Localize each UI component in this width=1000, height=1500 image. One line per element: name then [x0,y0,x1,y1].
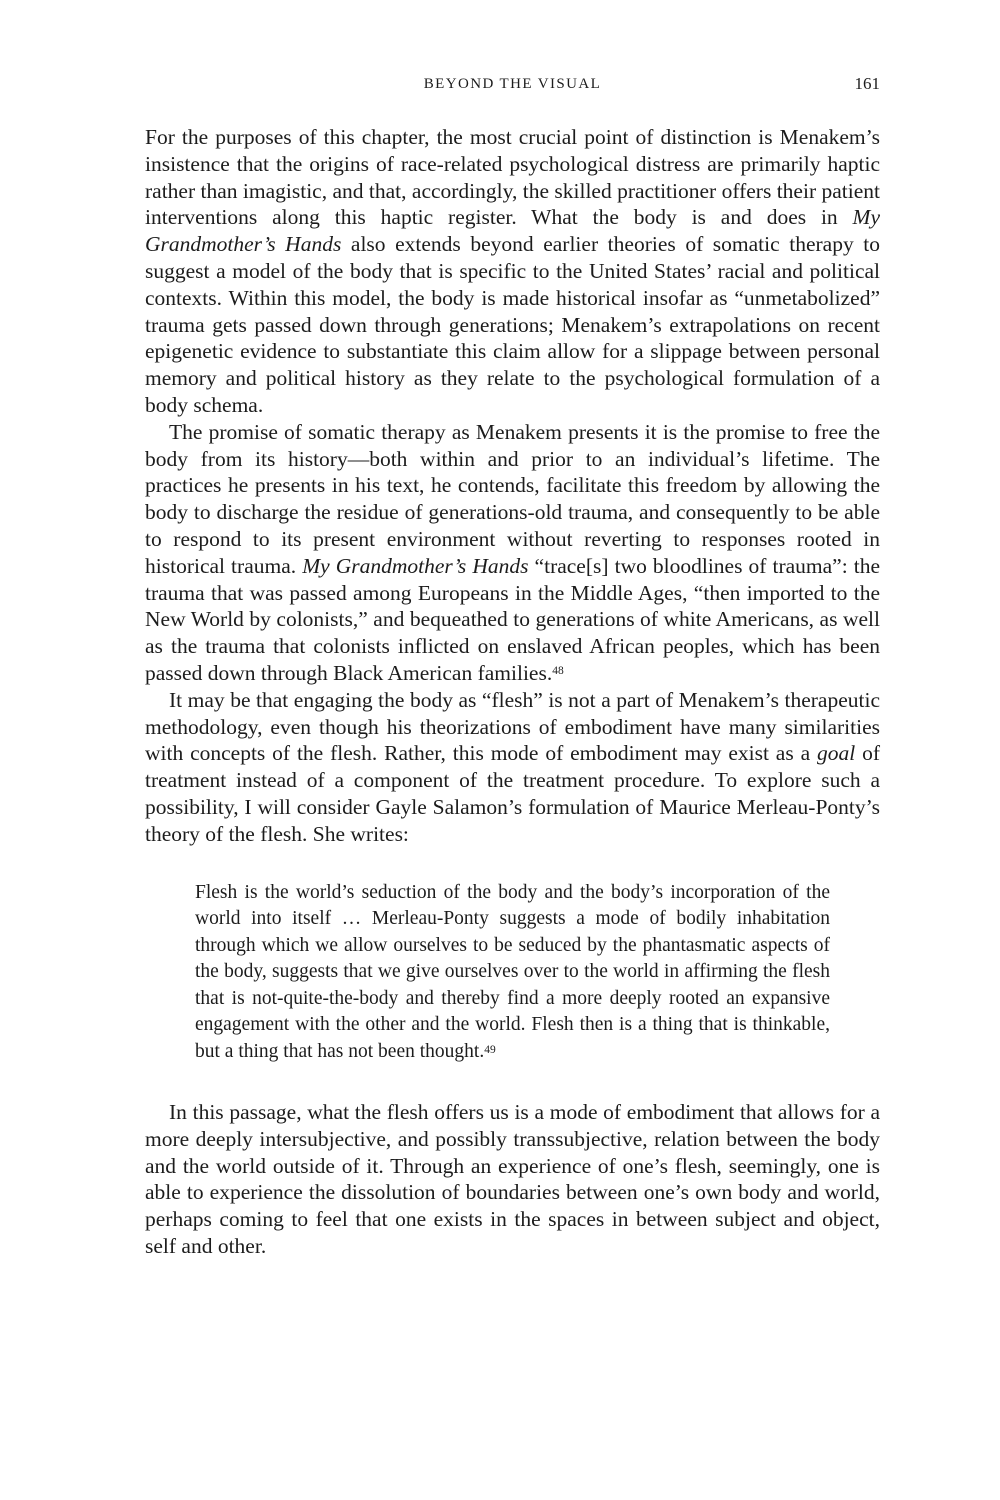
book-title-italic: My Grandmother’s Hands [145,205,880,257]
book-title-italic: My Grandmother’s Hands [302,553,529,578]
paragraph-2 [145,419,880,687]
paragraph-text: In this passage, what the flesh offers us is a mode of embodiment that allows for a more deeply intersubjective, and possibly transsubjective, relation between the body and the world outside of it. Through an experience of one’s flesh, seemingly, one is able to experience the dissolution of boundaries between one’s own body and world, perhaps coming to feel that one exists in the spaces in between subject and object, self and other. [145,1100,880,1258]
footnote-marker-48: 48 [552,664,564,677]
paragraph-text: The promise of somatic therapy as Menakem presents it is the promise to free the body from its history—both within and prior to an individual’s lifetime. The practices he presents in his text, he contends, facilitate this freedom by allowing the body to discharge the residue of generations-old trauma, and consequently to be able to respond to its present environment without reverting to responses rooted in historical trauma. [145,419,880,578]
paragraph-text: It may be that engaging the body as “flesh” is not a part of Menakem’s therapeutic methodology, even though his theorizations of embodiment have many similarities with concepts of the flesh. Rather, this mode of embodiment may exist as a [145,687,880,766]
footnote-marker-49: 49 [484,1043,496,1056]
closing-paragraph [145,1099,880,1260]
paragraph-1 [145,124,880,419]
paragraph-text: of treatment instead of a component of the treatment procedure. To explore such a possibility, I will consider Gayle Salamon’s formulation of Maurice Merleau-Ponty’s theory of the flesh. She writes: [145,741,880,846]
page-number: 161 [854,74,880,93]
paragraph-text: For the purposes of this chapter, the most crucial point of distinction is Menakem’s insistence that the origins of race-related psychological distress are primarily haptic rather than imagistic, and that, accordingly, the skilled practitioner offers their patient interventions along this haptic register. What the body is and does in [145,125,880,230]
body-text [145,124,880,1260]
block-quote [195,880,830,1066]
paragraph-text: “trace[s] two bloodlines of trauma”: the trauma that was passed among Europeans in the Middle Ages, “then imported to the New World by colonists,” and bequeathed to generations of white Americans, as well as the trauma that colonists inflicted on enslaved African peoples, which has been passed down through Black American families. [145,553,881,685]
emphasis-italic: goal [816,741,856,766]
quote-text: Flesh is the world’s seduction of the body and the body’s incorporation of the world into itself … Merleau-Ponty suggests a mode of bodily inhabitation through which we allow ourselves to be seduced by the phantasmatic aspects of the body, suggests that we give ourselves over to the world in affirming the flesh that is not-quite-the-body and thereby find a more deeply rooted an expansive engagement with the other and the world. Flesh then is a thing that is thinkable, but a thing that has not been thought. [195,881,830,1062]
running-head [145,72,880,96]
running-title: BEYOND THE VISUAL [423,76,602,92]
paragraph-text: also extends beyond earlier theories of somatic therapy to suggest a model of the body that is specific to the United States’ racial and political contexts. Within this model, the body is made historical insofar as “unmetabolized” trauma gets passed down through generations; Menakem’s extrapolations on recent epigenetic evidence to substantiate this claim allow for a slippage between personal memory and political history as they relate to the psychological formulation of a body schema. [145,232,881,417]
paragraph-3 [145,687,880,848]
